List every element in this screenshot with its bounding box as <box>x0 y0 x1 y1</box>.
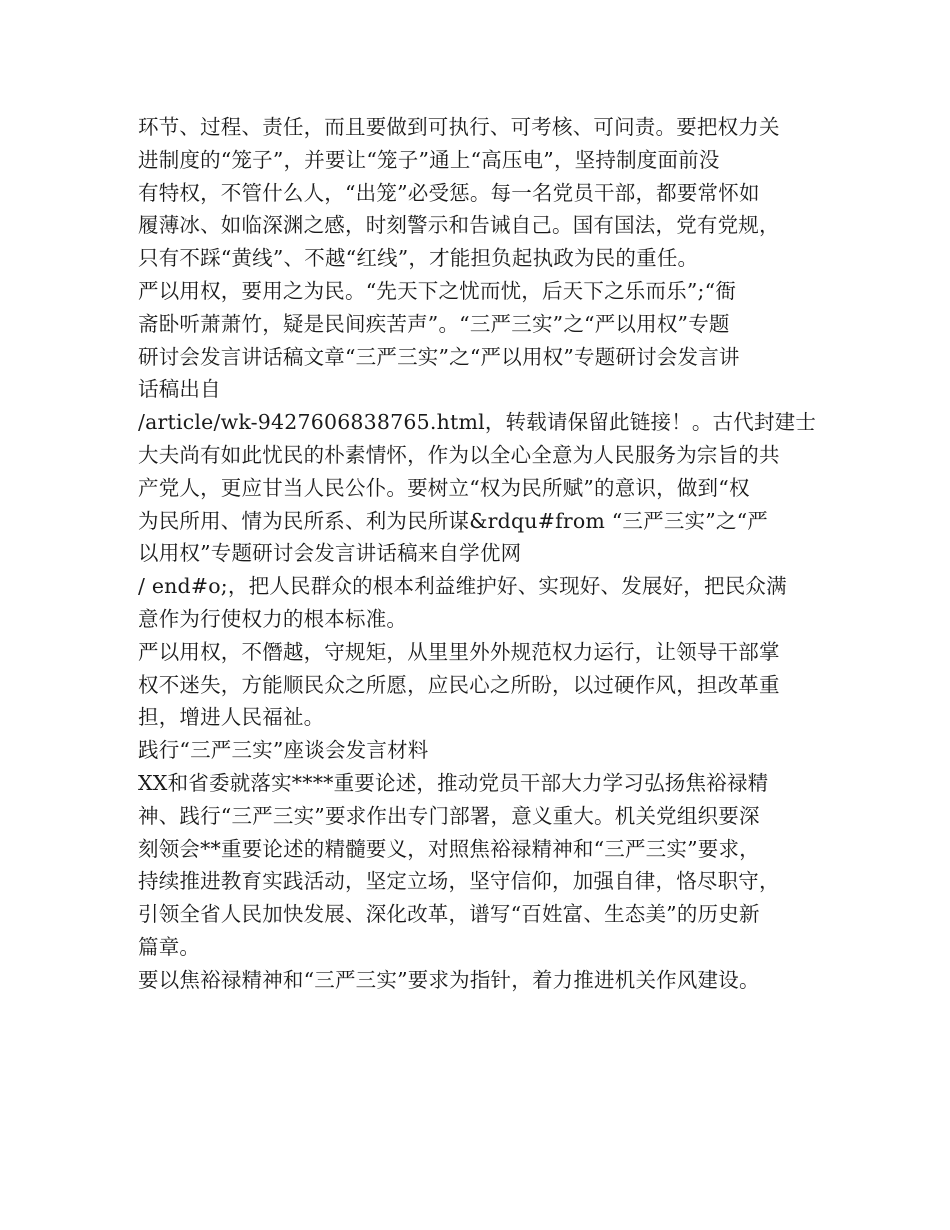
text-line: 斋卧听萧萧竹，疑是民间疾苦声”。“三严三实”之“严以用权”专题 <box>138 311 730 336</box>
text-line: 篇章。 <box>138 934 201 959</box>
text-line: 神、践行“三严三实”要求作出专门部署，意义重大。机关党组织要深 <box>138 803 760 828</box>
text-line: /article/wk-9427606838765.html，转载请保留此链接！。古代封建士 <box>138 410 817 435</box>
text-line: 持续推进教育实践活动，坚定立场，坚守信仰，加强自律，恪尽职守， <box>138 869 780 894</box>
text-line: 大夫尚有如此忧民的朴素情怀，作为以全心全意为人民服务为宗旨的共 <box>138 442 780 467</box>
text-line: 以用权”专题研讨会发言讲话稿来自学优网 <box>138 541 522 566</box>
text-line: 进制度的“笼子”，并要让“笼子”通上“高压电”，坚持制度面前没 <box>138 147 720 172</box>
text-line: / end#o;，把人民群众的根本利益维护好、实现好、发展好，把民众满 <box>138 574 787 599</box>
text-line: 为民所用、情为民所系、利为民所谋&rdqu#from “三严三实”之“严 <box>138 508 768 533</box>
text-line: 刻领会**重要论述的精髓要义，对照焦裕禄精神和“三严三实”要求， <box>138 836 760 861</box>
text-line: 只有不踩“黄线”、不越“红线”，才能担负起执政为民的重任。 <box>138 246 699 271</box>
text-line: 产党人，更应甘当人民公仆。要树立“权为民所赋”的意识，做到“权 <box>138 475 750 500</box>
document-body <box>138 111 818 997</box>
text-line: 环节、过程、责任，而且要做到可执行、可考核、可问责。要把权力关 <box>138 115 780 139</box>
text-line: 严以用权，要用之为民。“先天下之忧而忧，后天下之乐而乐”;“衙 <box>138 278 737 303</box>
text-line: 要以焦裕禄精神和“三严三实”要求为指针，着力推进机关作风建设。 <box>138 967 760 992</box>
text-line: 话稿出自 <box>138 377 221 402</box>
text-line: 引领全省人民加快发展、深化改革，谱写“百姓富、生态美”的历史新 <box>138 902 760 927</box>
text-line: 担，增进人民福祉。 <box>138 705 325 730</box>
text-line: 意作为行使权力的根本标准。 <box>138 606 408 631</box>
text-line: XX和省委就落实****重要论述，推动党员干部大力学习弘扬焦裕禄精 <box>138 770 769 795</box>
text-line: 严以用权，不僭越，守规矩，从里里外外规范权力运行，让领导干部掌 <box>138 639 780 664</box>
text-line: 权不迷失，方能顺民众之所愿，应民心之所盼，以过硬作风，担改革重 <box>138 672 780 697</box>
text-line: 履薄冰、如临深渊之感，时刻警示和告诫自己。国有国法，党有党规， <box>138 213 780 238</box>
text-line: 研讨会发言讲话稿文章“三严三实”之“严以用权”专题研讨会发言讲 <box>138 344 740 369</box>
section-heading: 践行“三严三实”座谈会发言材料 <box>138 738 429 763</box>
text-line: 有特权，不管什么人，“出笼”必受惩。每一名党员干部，都要常怀如 <box>138 180 760 205</box>
